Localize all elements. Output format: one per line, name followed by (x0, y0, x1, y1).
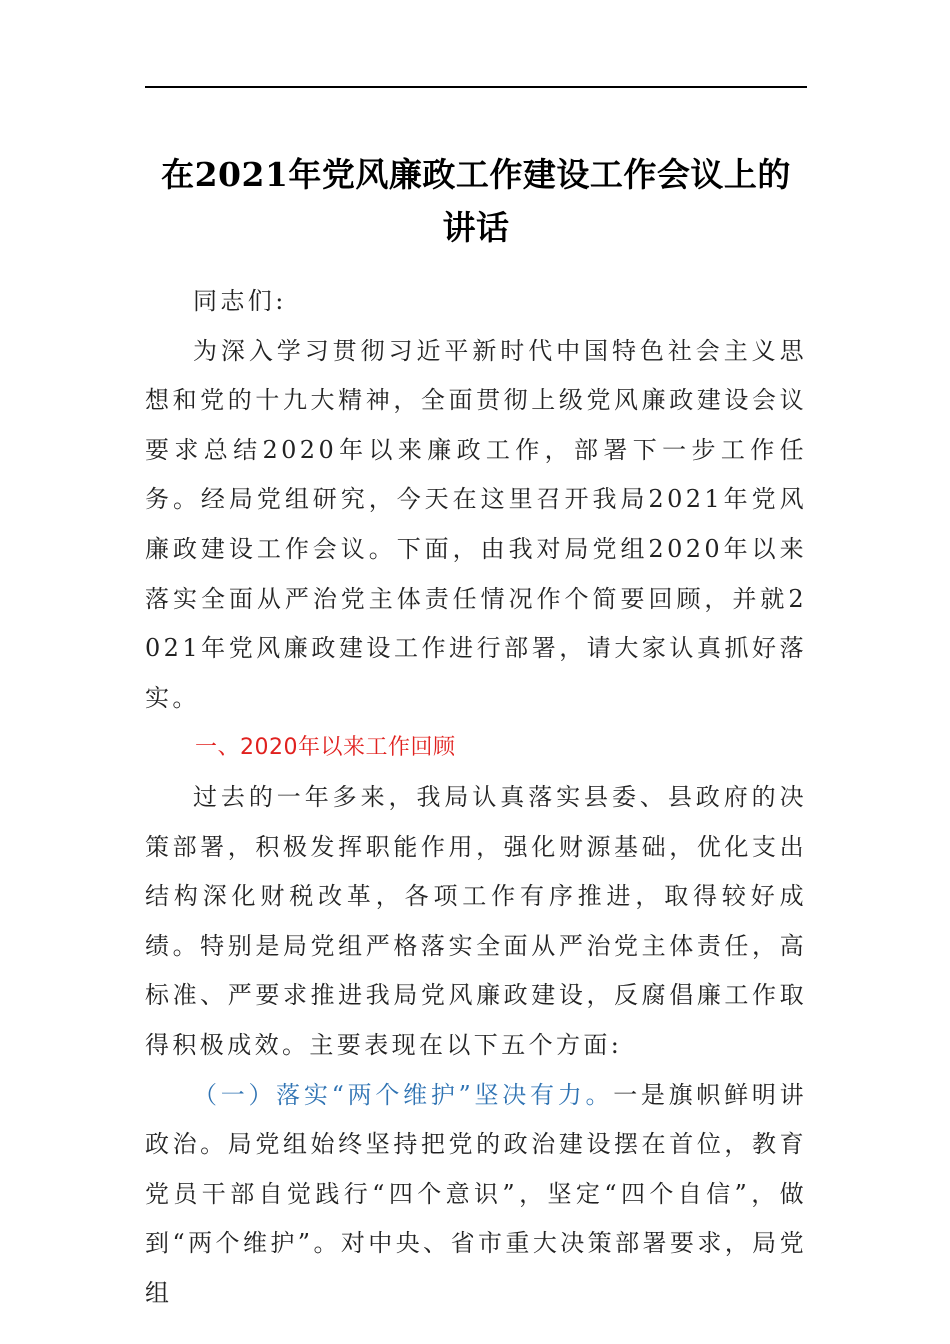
title-line-2: 讲话 (442, 208, 510, 247)
section-1-paragraph: 过去的一年多来，我局认真落实县委、县政府的决策部署，积极发挥职能作用，强化财源基础，优化支出结构深化财税改革，各项工作有序推进，取得较好成绩。特别是局党组严格落实全面从严治党主体责任，高标准、严要求推进我局党风廉政建设，反腐倡廉工作取得积极成效。主要表现在以下五个方面: (145, 782, 807, 1059)
section-heading-1: 一、2020年以来工作回顾 (195, 735, 456, 761)
salutation: 同志们: (193, 287, 287, 315)
subsection-1-paragraph (145, 1071, 807, 1319)
subsection-heading-1: （一）落实“两个维护”坚决有力。 (193, 1080, 614, 1109)
header-rule (145, 86, 807, 88)
subsection-1-text: 一是旗帜鲜明讲政治。局党组始终坚持把党的政治建设摆在首位，教育党员干部自觉践行“四个意识”，坚定“四个自信”，做到“两个维护”。对中央、省市重大决策部署要求，局党组 (145, 1080, 807, 1307)
document-title (145, 148, 807, 254)
title-line-1: 在2021年党风廉政工作建设工作会议上的 (161, 155, 791, 194)
document-body (145, 277, 807, 1318)
intro-paragraph: 为深入学习贯彻习近平新时代中国特色社会主义思想和党的十九大精神，全面贯彻上级党风廉政建设会议要求总结2020年以来廉政工作，部署下一步工作任务。经局党组研究，今天在这里召开我局2021年党风廉政建设工作会议。下面，由我对局党组2020年以来落实全面从严治党主体责任情况作个简要回顾，并就2021年党风廉政建设工作进行部署，请大家认真抓好落实。 (145, 336, 807, 712)
